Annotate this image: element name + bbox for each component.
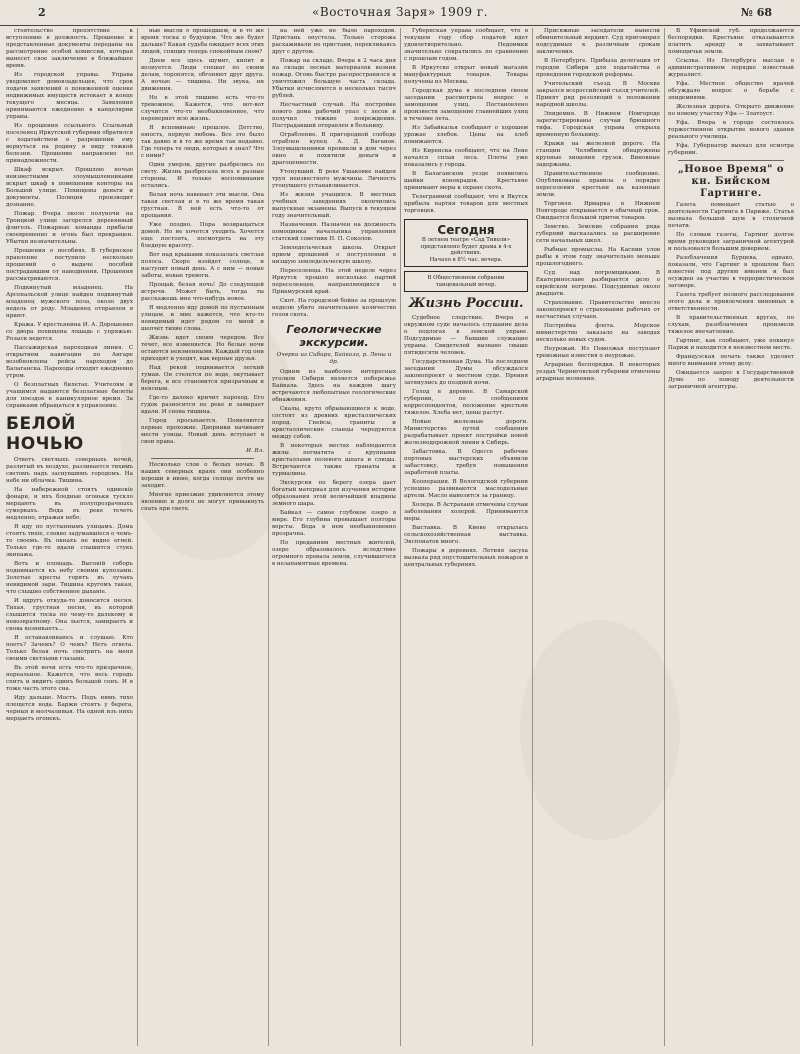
paragraph: Скот. На городской бойне за прошлую неделю убито значительное количество голов скота.	[272, 298, 396, 318]
paragraph: Несколько слов о белых ночах. В наших северных краях они особенно хороши в июне, когда солнце почти не заходит.	[141, 462, 264, 489]
paragraph: Одни умерли, другие разбрелись по свету. Жизнь разбросала всех в разные стороны. И только воспоминания остались.	[141, 162, 264, 189]
paragraph: Несчастный случай. На постройке нового дома рабочий упал с лесов и получил тяжкие повреждения. Пострадавший отправлен в больницу.	[272, 102, 396, 129]
column-5	[536, 28, 660, 1048]
paragraph: Земство. Земские собрания ряда губерний высказались за расширение сети начальных школ.	[536, 224, 660, 244]
geology-heading: Геологические экскурсии.	[286, 323, 382, 349]
paragraph: Страхование. Правительство внесло законопроект о страховании рабочих от несчастных случаев.	[536, 300, 660, 320]
paragraph: По словам газеты, Гартинг долгое время руководил заграничной агентурой и пользовался большим доверием.	[668, 232, 794, 252]
paragraph: Ссылка. Из Петербурга выслан в административном порядке известный журналист.	[668, 58, 794, 78]
paragraph: Ожидается запрос в Государственной Думе по поводу деятельности заграничной агентуры.	[668, 370, 794, 390]
paragraph: Одним из наиболее интересных уголков Сибири является побережье Байкала. Здесь на каждом шагу встречаются любопытные геологические обнажения.	[272, 369, 396, 403]
issue-number: № 68	[740, 6, 772, 19]
evening-announcement	[404, 271, 528, 292]
paragraph: Вот над крышами показалась светлая полоса. Скоро взойдет солнце, и наступит новый день. А с ним — новые заботы, новые тревоги.	[141, 252, 264, 279]
paragraph: Скалы, круто обрывающиеся к воде, состоят из древних кристаллических пород. Гнейсы, граниты и кристаллические сланцы чередуются между собой.	[272, 406, 396, 440]
column-4	[404, 28, 528, 1048]
paragraph: Уже поздно. Пора возвращаться домой. Но не хочется уходить. Хочется еще постоять, посмотреть на эту бледную красоту.	[141, 222, 264, 249]
paragraph: Газета помещает статью о деятельности Гартинга в Париже. Статья вызвала большой шум в столичной печати.	[668, 202, 794, 229]
paragraph: Телеграммой сообщают, что в Якутск прибыла партия товаров для местных торговцев.	[404, 194, 528, 214]
paragraph: Постройка флота. Морское министерство заказало на заводах несколько новых судов.	[536, 323, 660, 343]
feuilleton-byline: И. Вл.	[246, 448, 264, 454]
paragraph: Торговля. Ярмарка в Нижнем Новгороде открывается в обычный срок. Ожидается большой приток товаров.	[536, 201, 660, 221]
notes	[141, 462, 264, 513]
geology-subtitle: Очерки из Сибири, Байкала, р. Лены и др.	[276, 352, 392, 365]
column-2	[141, 28, 264, 1048]
paragraph: Газета требует полного расследования этого дела и привлечения виновных к ответственности.	[668, 292, 794, 312]
paragraph: Уфа. Губернатор выехал для осмотра губернии.	[668, 143, 794, 156]
paragraph: Французская печать также уделяет много внимания этому делу.	[668, 354, 794, 367]
paragraph: Ограбление. В пригородной слободе ограблен купец А. Д. Ваганов. Злоумышленники проникли в дом через окно и похитили деньги и драгоценности.	[272, 132, 396, 166]
column-1	[6, 28, 133, 1048]
geology-text	[272, 369, 396, 568]
hartung-article	[668, 202, 794, 391]
local-news	[6, 28, 133, 410]
paragraph: В Уфимской губ. продолжаются беспорядки. Крестьяне отказываются платить аренду и захватывают помещичьи земли.	[668, 28, 794, 55]
paragraph: Уфа. Вчера в городе состоялось торжественное открытие нового здания реального училища.	[668, 120, 794, 140]
paragraph: Пожар на складе. Вчера в 2 часа дня на складе лесных материалов возник пожар. Огонь быстро распространился и уничтожил большую часть склада. Убытки исчисляются в несколько тысяч рублей.	[272, 58, 396, 99]
paragraph: Рыбные промыслы. На Каспии улов рыбы в этом году значительно меньше прошлогоднего.	[536, 247, 660, 267]
announcement-line: В Общественном собрании танцевальный вечер.	[427, 275, 505, 288]
paragraph: На набережной стоятъ одинокіе фонари, и ихъ бледные огоньки тускло мерцаютъ въ полупрозрачныхъ сумеркахъ. Вода въ реке течетъ медленно, отражая небо.	[6, 487, 133, 521]
hartung-heading: „Новое Время" о кн. Бийском Гартинге.	[677, 164, 785, 199]
paragraph: Подкинутый младенец. На Арсенальской улице найден подкинутый младенец мужского пола, около двух недель от роду. Младенец отправлен в приют.	[6, 285, 133, 319]
paragraph: Над рекой поднимается легкий туман. Он стелется по воде, окутывает берега, и все становится призрачным и неясным.	[141, 365, 264, 392]
paragraph: И вдругъ откуда-то доносится песня. Тихая, грустная песня, въ которой слышится тоска по чему-то далекому и невозвратному. Она льется, замираетъ и снова возникаетъ...	[6, 598, 133, 632]
announcement-line: Начало в 8½ час. вечера.	[429, 256, 503, 263]
paragraph: Пожары в деревнях. Летняя засуха вызвала ряд опустошительных пожаров в центральных губерниях.	[404, 548, 528, 568]
paragraph: Уфа. Местное общество врачей обсуждало вопрос о борьбе с эпидемиями.	[668, 81, 794, 101]
paragraph: Шкаф вскрыт. Прошлою ночью неизвестными злоумышленниками вскрыт шкаф в помещении конторы на Большой улице. Похищены деньги и документы. Полиция производит дознание.	[6, 167, 133, 208]
paragraph: Жизнь идет своим чередом. Все течет, все изменяется. Но белые ночи остаются неизменными. Каждый год они приходят и уходят, как верные друзья.	[141, 335, 264, 362]
separator	[151, 458, 254, 459]
feuilleton-text	[6, 457, 133, 723]
paragraph: Судебное следствие. Вчера в окружном суде началось слушание дела о подлогах в земской управе. Подсудимые — бывшие служащие управы. Свидетелей вызвано свыше пятидесяти человек.	[404, 315, 528, 356]
paragraph: Учительский съезд. В Москве закрылся всероссийский съезд учителей. Принят ряд резолюций о положении народной школы.	[536, 81, 660, 108]
paragraph: Новые железные дороги. Министерство путей сообщения разрабатывает проект постройки новой железнодорожной линии в Сибирь.	[404, 419, 528, 446]
paragraph: ные мысли о прошедшем, и в то же время тоска о будущем. Что же будет дальше? Какая судьба ожидает всех этих людей, спящих теперь спокойным сном?	[141, 28, 264, 55]
paragraph: Днем все здесь шумит, кипит и волнуется. Люди спешат по своим делам, торопятся, обгоняют друг друга. А ночью — тишина. Ни звука, ни движения.	[141, 58, 264, 92]
column-rule	[400, 28, 401, 1046]
paragraph: Из прошения ссыльного. Ссыльный поселенец Иркутской губернии обратился с ходатайством о разрешении ему вернуться на родину в виду тяжкой болезни. Прошение направлено по принадлежности.	[6, 123, 133, 164]
russia-news	[404, 315, 528, 569]
regional-news	[404, 28, 528, 215]
separator	[678, 160, 784, 161]
paragraph: Я медленно иду домой по пустынным улицам, и мне кажется, что кто-то невидимый идет рядом со мной и шепчет тихие слова.	[141, 305, 264, 332]
paragraph: Железная дорога. Открыто движение по новому участку Уфа — Златоуст.	[668, 104, 794, 117]
paragraph: Из Забайкалья сообщают о хорошем урожае хлебов. Цены на хлеб понижаются.	[404, 125, 528, 145]
column-rule	[268, 28, 269, 1046]
paragraph: Гартинг, как сообщают, уже покинул Париж и находится в неизвестном месте.	[668, 338, 794, 351]
paragraph: Из городской управы. Управа уведомляет домовладельцев, что срок подачи заявлений о пониженной оценке недвижимых имуществ истекает в конце текущего месяца. Заявления принимаются ежедневно в канцелярии управы.	[6, 72, 133, 120]
paragraph: Я вспоминаю прошлое. Детство, юность, первую любовь. Все это было так давно и в то же время так недавно. Где теперь те люди, которых я знал? Что с ними?	[141, 125, 264, 159]
paragraph: Голод в деревне. В Самарской губернии, по сообщениям корреспондентов, положение крестьян тяжелое. Хлеба нет, цены растут.	[404, 389, 528, 416]
page-header	[0, 0, 800, 26]
paragraph: Неурожай. Из Поволжья поступают тревожные известия о неурожае.	[536, 346, 660, 359]
paragraph: Городская дума в последнем своем заседании рассмотрела вопрос о замощении улиц. Постановлено произвести замощение главнейших улиц в течение лета.	[404, 88, 528, 122]
newspaper-title: «Восточная Заря» 1909 г.	[312, 5, 488, 19]
column-rule	[664, 28, 665, 1046]
paragraph: Из жизни учащихся. В местных учебных заведениях окончились выпускные экзамены. Выпуск в текущем году значительный.	[272, 192, 396, 219]
paragraph: Вотъ и площадь. Высокій соборъ поднимается къ небу своими куполами. Золотые кресты горятъ въ лучахъ невидимой зари. Тишина кругомъ такая, что слышно собственное дыханіе.	[6, 561, 133, 595]
paragraph: Белая ночь навевает эти мысли. Она такая светлая и в то же время такая грустная. В ней есть что-то от прощания.	[141, 192, 264, 219]
column-rule	[137, 28, 138, 1046]
paragraph: Многие приезжие удивляются этому явлению и долго не могут привыкнуть спать при свете.	[141, 492, 264, 512]
feuilleton-heading: БЕЛОЙ НОЧЬЮ	[6, 414, 84, 454]
paragraph: Прощай, белая ночь! До следующей встречи. Может быть, тогда ты расскажешь мне что-нибудь новое.	[141, 282, 264, 302]
paragraph: Выставка. В Киеве открылась сельскохозяйственная выставка. Экспонатов много.	[404, 525, 528, 545]
paragraph: Байкал — самое глубокое озеро в мире. Его глубина превышает полторы версты. Вода в нем необыкновенно прозрачна.	[272, 510, 396, 537]
announcement-title: Сегодня	[437, 223, 495, 237]
paragraph: По преданиям местных жителей, озеро образовалось вследствие огромного провала земли, случившегося в незапамятные времена.	[272, 540, 396, 567]
announcement-line: В летнем театре «Сад Тиволи»	[421, 237, 511, 243]
paragraph: В Петербурге. Прибыла делегация от городов Сибири для ходатайства о проведении городской реформы.	[536, 58, 660, 78]
paragraph: Въ этой ночи есть что-то призрачное, нереальное. Кажется, что весь городъ спитъ и видитъ одинъ большой сонъ. И я тоже часть этого сна.	[6, 665, 133, 692]
paragraph: Иду дальше. Мостъ. Подъ нимъ тихо плещется вода. Баржи стоятъ у берега, черныя и молчаливыя. На одной изъ нихъ мерцаетъ огонекъ.	[6, 695, 133, 722]
paragraph: Земледельческая школа. Открыт прием прошений о поступлении в низшую земледельческую школу.	[272, 245, 396, 265]
russia-life-heading: Жизнь России.	[408, 296, 524, 311]
paragraph: Правительственное сообщение. Опубликованы правила о порядке переселения крестьян на казенные земли.	[536, 171, 660, 198]
paragraph: Я останавливаюсь и слушаю. Кто поетъ? Зачемъ? О чемъ? Нетъ ответа. Только белая ночь смотритъ на меня своими светлыми глазами.	[6, 635, 133, 662]
paragraph: Экскурсия по берегу озера дает богатый материал для изучения истории образования этой величайшей впадины земного шара.	[272, 480, 396, 507]
paragraph: Из Киренска сообщают, что на Лене начался сплав леса. Плоты уже показались у города.	[404, 148, 528, 168]
paragraph: Город просыпается. Появляются первые прохожие. Дворники начинают мести улицы. Новый день вступает в свои права.	[141, 418, 264, 445]
paragraph: Пожар. Вчера около полуночи на Троицкой улице загорелся деревянный флигель. Пожарные команды прибыли своевременно и огонь был прекращен. Убытки незначительны.	[6, 211, 133, 245]
paragraph: Прошения о пособиях. В губернское правление поступило несколько прошений о выдаче пособий пострадавшим от наводнения. Прошения рассматриваются.	[6, 248, 133, 282]
theatre-announcement	[404, 219, 528, 267]
city-chronicle	[272, 28, 396, 319]
paragraph: Кража. У крестьянина И. А. Дорошенко со двора похищена лошадь с упряжью. Розыск ведется.	[6, 322, 133, 342]
paragraph: Утонувший. В реке Ушаковке найден труп неизвестного мужчины. Личность утонувшего устанавливается.	[272, 169, 396, 189]
paragraph: на ней уже не было пароходов. Пристань опустела. Только сторожа расхаживали по пристани, перекликаясь друг с другом.	[272, 28, 396, 55]
paragraph: Переселенцы. На этой неделе через Иркутск прошло несколько партий переселенцев, направляющихся в Приамурский край.	[272, 268, 396, 295]
paragraph: В некоторых местах наблюдаются жилы пегматита с крупными кристаллами полевого шпата и слюды. Встречаются также гранаты и турмалины.	[272, 443, 396, 477]
paragraph: Эпидемия. В Нижнем Новгороде зарегистрированы случаи брюшного тифа. Городская управа открыла временную больницу.	[536, 111, 660, 138]
announcement-line: представлено будет драма в 4-х действиях.	[420, 243, 512, 256]
paragraph: Холера. В Астрахани отмечены случаи заболевания холерой. Принимаются меры.	[404, 502, 528, 522]
paragraph: В Балаганском уезде появились шайки конокрадов. Крестьяне принимают меры к охране скота.	[404, 171, 528, 191]
paragraph: Кражи на железной дороге. На станции Челябинск обнаружены крупные хищения грузов. Виновные задержаны.	[536, 141, 660, 168]
column-3	[272, 28, 396, 1048]
feuilleton-continuation	[141, 28, 264, 446]
paragraph: Пассажирская пароходная линия. С открытием навигации по Ангаре возобновлены рейсы пароходов до Балаганска. Пароходы отходят ежедневно утром.	[6, 345, 133, 379]
paragraph: Присяжные заседатели вынесли обвинительный вердикт. Суд приговорил подсудимых к различным срокам заключения.	[536, 28, 660, 55]
paragraph: О безплатных билетах. Учителям и учащимся выдаются безплатные билеты для поездок в каникулярное время. За справками обращаться в управление.	[6, 382, 133, 409]
paragraph: Но в этой тишине есть что-то тревожное. Кажется, что вот-вот случится что-то необыкновенное, что перевернет всю жизнь.	[141, 95, 264, 122]
paragraph: Назначения. Назначен на должность помощника начальника управления статский советник Н. П. Соколов.	[272, 222, 396, 242]
paragraph: Суд над погромщиками. В Екатеринославе разбирается дело о еврейском погроме. Подсудимых около двадцати.	[536, 270, 660, 297]
paragraph: Кооперация. В Вологодской губернии успешно развиваются маслодельные артели. Масло вывозится за границу.	[404, 479, 528, 499]
paragraph: Разоблачения Бурцева, однако, показали, что Гартинг в прошлом был известен под другим именем и был осужден за участие в террористическом заговоре.	[668, 255, 794, 289]
paragraph: Губернская управа сообщает, что в текущем году сбор податей идет удовлетворительно. Недоимки значительно сократились по сравнению с прошлым годом.	[404, 28, 528, 62]
russia-news-continued	[536, 28, 660, 383]
column-6	[668, 28, 794, 1048]
paragraph: стоятельство препятствие к вступлению в должность. Прошение и представленные документы переданы на рассмотрение особой комиссии, которая вынесет свое заключение в ближайшее время.	[6, 28, 133, 69]
ufa-news	[668, 28, 794, 157]
paragraph: Ответъ светлыхъ северныхъ ночей, разлитый въ воздухе, разливается тихимъ светомъ надъ заснувшимъ городомъ. На небе ни облачка. Тишина.	[6, 457, 133, 484]
paragraph: Государственная Дума. На последнем заседании Думы обсуждался законопроект о местном суде. Прения затянулись до поздней ночи.	[404, 359, 528, 386]
paragraph: В правительственных кругах, по слухам, разоблачения произвели тяжелое впечатление.	[668, 315, 794, 335]
paragraph: Забастовка. В Одессе рабочие портовых мастерских объявили забастовку, требуя повышения заработной платы.	[404, 449, 528, 476]
page-number: 2	[38, 6, 46, 19]
paragraph: В Иркутске открыт новый магазин мануфактурных товаров. Товары получены из Москвы.	[404, 65, 528, 85]
column-rule	[532, 28, 533, 1046]
paragraph: Аграрные беспорядки. В некоторых уездах Черниговской губернии отмечены аграрные волнения.	[536, 362, 660, 382]
paragraph: Я иду по пустыннымъ улицамъ. Дома стоятъ тихіе, словно задумавшіеся о чемъ-то своемъ. Въ окнахъ не видно огней. Только где-то вдали слышится стукъ экипажа.	[6, 524, 133, 558]
paragraph: Где-то далеко кричит пароход. Его гудок разносится по реке и замирает вдали. И снова тишина.	[141, 395, 264, 415]
